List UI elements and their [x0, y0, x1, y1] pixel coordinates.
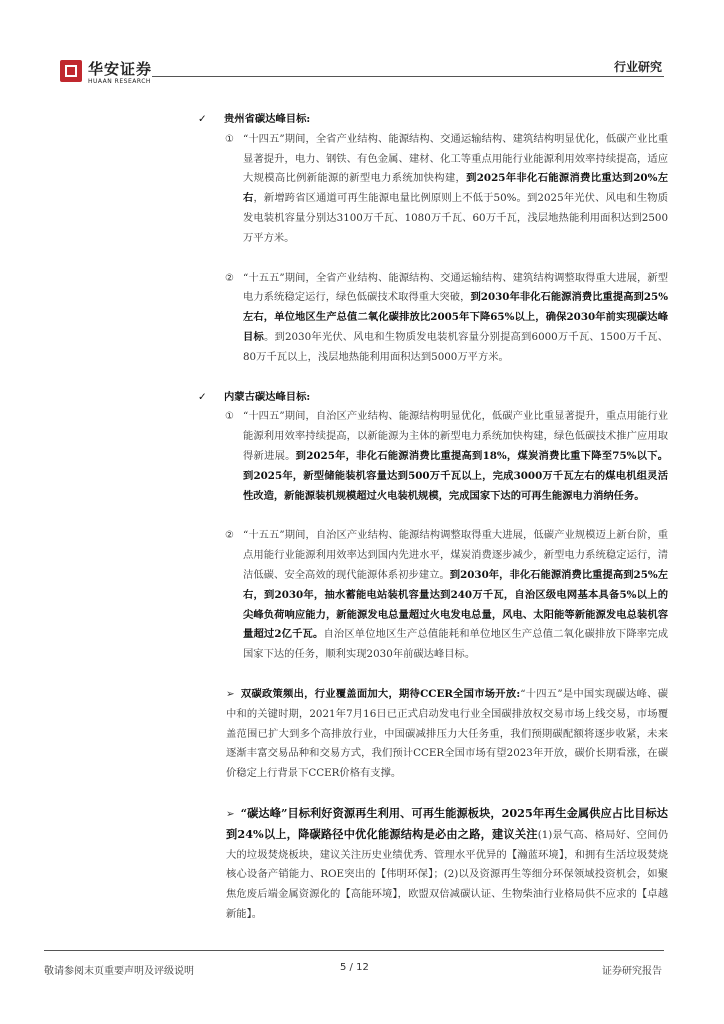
guizhou-item-1-text-2: ，新增跨省区通道可再生能源电量比例原则上不低于50%。到2025年光伏、风电和生物质发电装机容量分别达3100万千瓦、1080万千瓦、60万千瓦，浅层地热能利用面积达到2500万平方米。: [243, 192, 669, 244]
guizhou-item-2-text-2: 。到2030年光伏、风电和生物质发电装机容量分别提高到6000万千瓦、1500万千瓦、80万千瓦以上，浅层地热能利用面积达到5000万平方米。: [243, 330, 669, 363]
neimenggu-item-1-bold: 到2025年，非化石能源消费比重提高到18%，煤炭消费比重下降至75%以下。到2025年，新型储能装机容量达到500万千瓦以上，完成3000万千瓦左右的煤电机组灵活性改造，新能源装机规模超过火电装机规模，完成国家下达的可再生能源电力消纳任务。: [243, 449, 668, 502]
footer-divider: [44, 950, 664, 951]
arrow-bullet-icon: ➢: [226, 687, 235, 700]
page-footer: [0, 950, 724, 990]
neimenggu-item-2: [198, 526, 668, 665]
recommendation-paragraph: [198, 804, 668, 925]
guizhou-heading: [198, 110, 668, 130]
neimenggu-item-1-text: “十四五”期间，自治区产业结构、能源结构明显优化，低碳产业比重显著提升，重点用能行业能源利用效率持续提高，以新能源为主体的新型电力系统加快构建，绿色低碳技术推广应用取得新进展。: [243, 410, 668, 462]
guizhou-item-1-bold: 到2025年非化石能源消费比重达到20%左右: [243, 172, 668, 205]
recommendation-paragraph-bold: “碳达峰”目标利好资源再生利用、可再生能源板块，2025年再生金属供应占比目标达到24%以上，降碳路径中优化能源结构是必由之路，建议关注: [226, 805, 668, 841]
neimenggu-item-1: [198, 407, 668, 506]
item-number: ②: [225, 530, 234, 542]
neimenggu-heading: [198, 388, 668, 408]
brand-name-en: HUAAN RESEARCH: [88, 78, 151, 85]
brand-logo-icon: [60, 60, 82, 82]
ccer-paragraph: [198, 685, 668, 784]
ccer-paragraph-bold: 双碳政策频出，行业覆盖面加大，期待CCER全国市场开放:: [240, 687, 521, 700]
guizhou-title: 贵州省碳达峰目标:: [224, 113, 311, 125]
guizhou-item-2-bold: 到2030年非化石能源消费比重提高到25%左右，单位地区生产总值二氧化碳排放比2005年下降65%以上，确保2030年前实现碳达峰目标: [243, 291, 669, 343]
guizhou-item-2: [198, 269, 668, 368]
brand-name: 华安证券: [88, 60, 153, 78]
item-number: ①: [225, 411, 234, 423]
item-number: ①: [225, 133, 234, 145]
main-content: [198, 110, 668, 925]
page-number: 5 / 12: [340, 962, 369, 973]
footer-report-type: 证券研究报告: [602, 966, 662, 977]
item-number: ②: [225, 272, 234, 284]
neimenggu-title: 内蒙古碳达峰目标:: [224, 390, 311, 403]
guizhou-item-1-text: “十四五”期间，全省产业结构、能源结构、交通运输结构、建筑结构明显优化，低碳产业比重显著提升，电力、钢铁、有色金属、建材、化工等重点用能行业能源利用效率持续提高，适应大规模高比例新能源的新型电力系统加快构建，: [243, 132, 668, 185]
section-label: 行业研究: [613, 60, 662, 74]
header-divider: [152, 76, 664, 77]
guizhou-item-1: [198, 130, 668, 249]
neimenggu-item-2-bold: 到2030年，非化石能源消费比重提高到25%左右，到2030年，抽水蓄能电站装机容量达到240万千瓦，自治区级电网基本具备5%以上的尖峰负荷响应能力，新能源发电总量超过火电发电总量，风电、太阳能等新能源发电总装机容量超过2亿千瓦。: [243, 568, 668, 641]
guizhou-item-2-text: “十五五”期间，全省产业结构、能源结构、交通运输结构、建筑结构调整取得重大进展，新型电力系统稳定运行，绿色低碳技术取得重大突破，: [243, 271, 668, 304]
footer-disclaimer: 敬请参阅末页重要声明及评级说明: [44, 966, 194, 977]
page-header: [0, 0, 724, 90]
neimenggu-item-2-text-2: 自治区单位地区生产总值能耗和单位地区生产总值二氧化碳排放下降率完成国家下达的任务，顺利实现2030年前碳达峰目标。: [243, 628, 668, 661]
recommendation-paragraph-text: (1)景气高、格局好、空间仍大的垃圾焚烧板块，建议关注历史业绩优秀、管理水平优异的【瀚蓝环境】，和拥有生活垃圾焚烧核心设备产销能力、ROE突出的【伟明环保】；(2)以及资源再生等细分环保领域投资机会，如聚焦危废后端金属资源化的【高能环境】，欧盟双倍减碳认证、生物柴油行业格局供不应求的【卓越新能】。: [226, 828, 668, 920]
checkmark-icon: ✓: [198, 113, 207, 125]
neimenggu-item-2-text: “十五五”期间，自治区产业结构、能源结构调整取得重大进展，低碳产业规模迈上新台阶，重点用能行业能源利用效率达到国内先进水平，煤炭消费逐步减少，新型电力系统稳定运行，清洁低碳、安全高效的现代能源体系初步建立。: [243, 529, 668, 581]
checkmark-icon: ✓: [198, 390, 207, 403]
arrow-bullet-icon: ➢: [226, 807, 235, 820]
ccer-paragraph-text: “十四五”是中国实现碳达峰、碳中和的关键时期，2021年7月16日已正式启动发电行业全国碳排放权交易市场上线交易，市场覆盖范围已扩大到多个高排放行业，中国碳减排压力大任务重，我们预期碳配额将逐步收紧，未来逐渐丰富交易品种和交易方式，我们预计CCER全国市场有望2023年开放，碳价长期看涨，在碳价稳定上行背景下CCER价格有支撑。: [226, 687, 668, 780]
